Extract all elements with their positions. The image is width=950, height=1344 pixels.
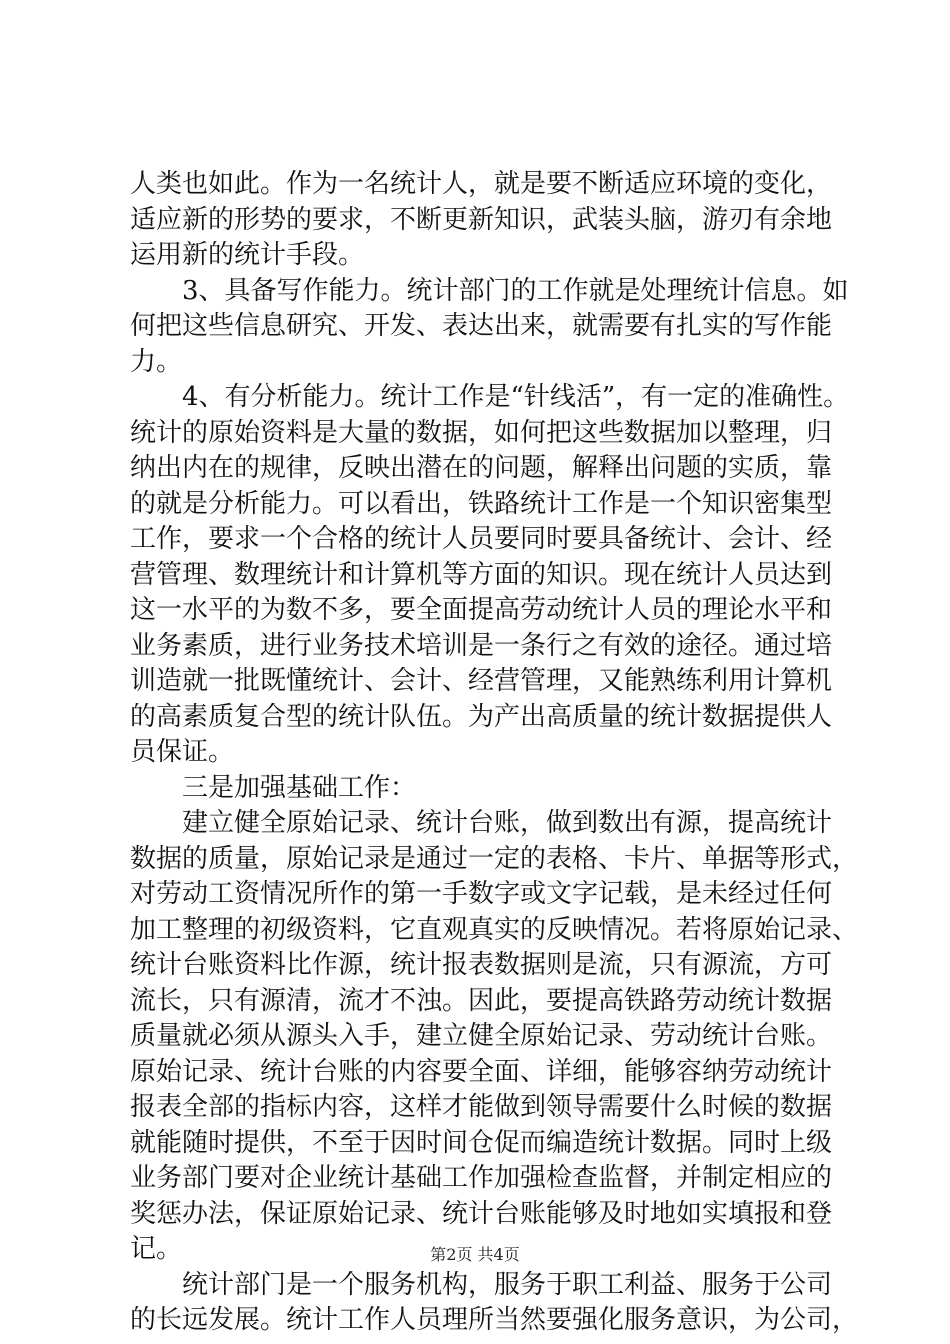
text-line: 奖惩办法，保证原始记录、统计台账能够及时地如实填报和登 — [130, 1198, 833, 1229]
text-line: 工作，要求一个合格的统计人员要同时要具备统计、会计、经 — [130, 524, 833, 554]
text-line: 建立健全原始记录、统计台账，做到数出有源，提高统计 — [130, 808, 833, 838]
text-line: 的高素质复合型的统计队伍。为产出高质量的统计数据提供人 — [130, 701, 833, 732]
text-line: 统计台账资料比作源，统计报表数据则是流，只有源流，方可 — [130, 950, 833, 980]
text-line: 营管理、数理统计和计算机等方面的知识。现在统计人员达到 — [130, 559, 833, 590]
text-line: 3、具备写作能力。统计部门的工作就是处理统计信息。如 — [130, 275, 849, 306]
text-line: 加工整理的初级资料，它直观真实的反映情况。若将原始记录、 — [130, 914, 859, 945]
text-line: 报表全部的指标内容，这样才能做到领导需要什么时候的数据 — [130, 1092, 833, 1122]
text-line: 的就是分析能力。可以看出，铁路统计工作是一个知识密集型 — [130, 488, 833, 519]
text-line: 数据的质量，原始记录是通过一定的表格、卡片、单据等形式， — [130, 843, 859, 874]
page-footer: 第2页 共4页 — [430, 1245, 520, 1264]
text-line: 人类也如此。作为一名统计人，就是要不断适应环境的变化， — [130, 169, 833, 199]
text-line: 记。 — [130, 1234, 183, 1264]
text-line: 运用新的统计手段。 — [130, 240, 365, 270]
text-line: 业务部门要对企业统计基础工作加强检查监督，并制定相应的 — [130, 1163, 833, 1193]
text-line: 三是加强基础工作： — [130, 772, 417, 803]
text-line: 统计的原始资料是大量的数据，如何把这些数据加以整理，归 — [130, 417, 833, 448]
text-line: 就能随时提供，不至于因时间仓促而编造统计数据。同时上级 — [130, 1127, 833, 1158]
text-line: 对劳动工资情况所作的第一手数字或文字记载，是未经过任何 — [130, 879, 833, 909]
text-line: 训造就一批既懂统计、会计、经营管理，又能熟练利用计算机 — [130, 666, 833, 696]
text-line: 适应新的形势的要求，不断更新知识，武装头脑，游刃有余地 — [130, 204, 833, 235]
text-line: 统计部门是一个服务机构，服务于职工利益、服务于公司 — [130, 1269, 833, 1300]
text-line: 力。 — [130, 346, 183, 377]
text-line: 4、有分析能力。统计工作是“针线活”，有一定的准确性。 — [130, 382, 850, 412]
text-line: 这一水平的为数不多，要全面提高劳动统计人员的理论水平和 — [130, 595, 833, 625]
text-line: 员保证。 — [130, 737, 235, 767]
text-line: 纳出内在的规律，反映出潜在的问题，解释出问题的实质，靠 — [130, 453, 833, 483]
text-line: 流长，只有源清，流才不浊。因此，要提高铁路劳动统计数据 — [130, 985, 833, 1016]
text-line: 原始记录、统计台账的内容要全面、详细，能够容纳劳动统计 — [130, 1056, 833, 1087]
text-line: 何把这些信息研究、开发、表达出来，就需要有扎实的写作能 — [130, 311, 833, 341]
text-line: 质量就必须从源头入手，建立健全原始记录、劳动统计台账。 — [130, 1021, 833, 1051]
text-line: 业务素质，进行业务技术培训是一条行之有效的途径。通过培 — [130, 630, 833, 661]
text-line: 的长远发展。统计工作人员理所当然要强化服务意识，为公司， — [130, 1305, 859, 1335]
